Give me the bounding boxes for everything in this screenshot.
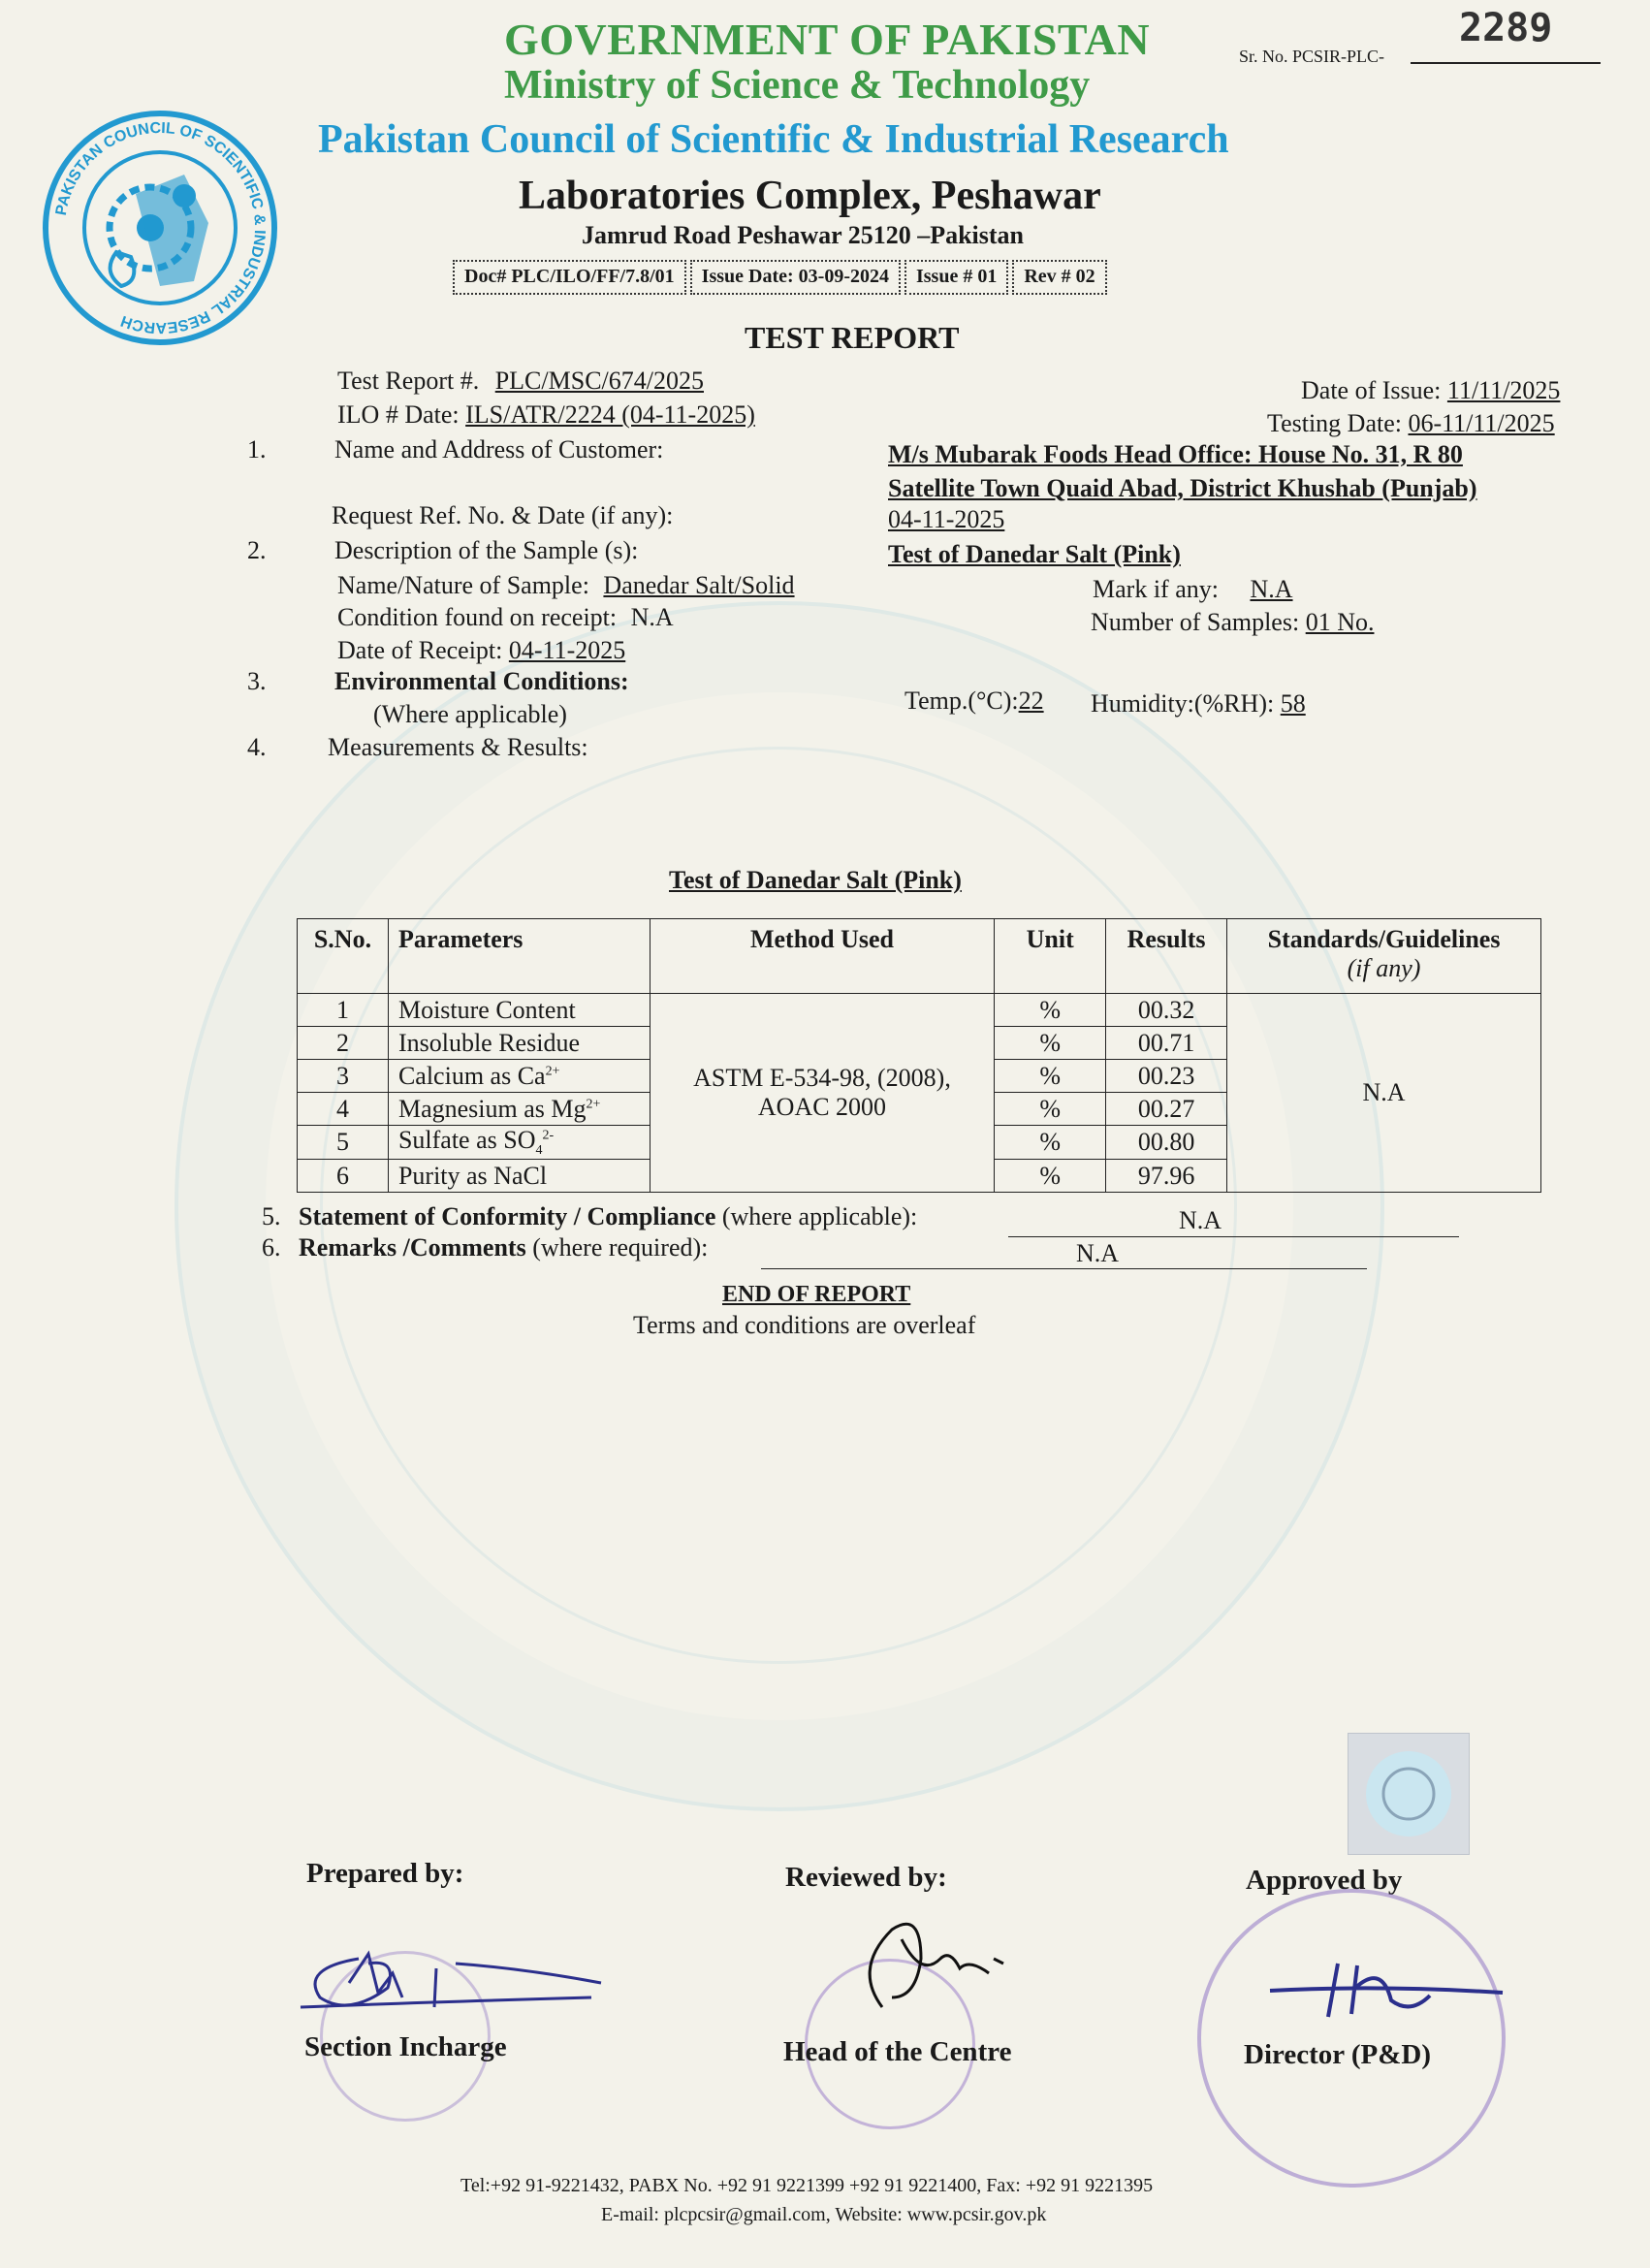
report-number-label: Test Report #. [337, 367, 480, 395]
rev-number: Rev # 02 [1012, 260, 1106, 295]
row-unit: % [995, 1126, 1106, 1160]
row-unit: % [995, 1093, 1106, 1126]
report-title: TEST REPORT [745, 320, 960, 355]
row-unit: % [995, 1060, 1106, 1093]
row-parameter [388, 1160, 650, 1193]
customer-line-2: Satellite Town Quaid Abad, District Khushab (Punjab) [888, 474, 1477, 502]
customer-label: Name and Address of Customer: [334, 435, 664, 463]
parameter-name: Insoluble Residue [397, 1028, 580, 1057]
testing-date-field [1267, 409, 1555, 438]
row-unit: % [995, 994, 1106, 1027]
standards-cell: N.A [1227, 994, 1541, 1193]
results-table-body [298, 994, 1541, 1193]
document-control-box [453, 260, 1111, 295]
testing-date-label: Testing Date: [1267, 409, 1402, 437]
temperature-field [904, 687, 1044, 716]
humidity-label: Humidity:(%RH): [1091, 689, 1275, 718]
report-number-field [337, 367, 704, 396]
item-4-number: 4. [247, 733, 267, 761]
parameter-superscript: 2+ [545, 1063, 560, 1078]
remarks-suffix: (where required): [532, 1233, 709, 1262]
serial-line [1411, 62, 1601, 64]
header-method: Method Used [650, 919, 995, 994]
item-3-number: 3. [247, 667, 267, 695]
ilo-label: ILO # Date: [337, 400, 460, 429]
ilo-field [337, 400, 755, 430]
serial-number: 2289 [1459, 6, 1553, 50]
row-parameter [388, 1060, 650, 1093]
conformity-label: Statement of Conformity / Compliance [299, 1202, 716, 1230]
header-unit: Unit [995, 919, 1106, 994]
description-value: Test of Danedar Salt (Pink) [888, 540, 1181, 568]
mark-value: N.A [1250, 575, 1293, 603]
issue-date: Issue Date: 03-09-2024 [690, 260, 901, 295]
results-table [297, 918, 1541, 1193]
council-heading: Pakistan Council of Scientific & Industrial Research [318, 117, 1229, 162]
header-parameters: Parameters [388, 919, 650, 994]
report-number-value: PLC/MSC/674/2025 [494, 367, 704, 395]
conformity-suffix: (where applicable): [721, 1202, 918, 1230]
conformity-field [299, 1202, 917, 1231]
row-result: 00.80 [1106, 1126, 1227, 1160]
header-standards-sub: (if any) [1347, 954, 1421, 982]
method-line-2: AOAC 2000 [757, 1093, 887, 1122]
description-label: Description of the Sample (s): [334, 536, 639, 564]
section-incharge-title: Section Incharge [304, 2031, 507, 2062]
date-issue-field [1301, 376, 1560, 405]
table-header-row [298, 919, 1541, 994]
customer-line-1: M/s Mubarak Foods Head Office: House No. 31, R 80 [888, 440, 1463, 468]
parameter-name: Magnesium as Mg [397, 1094, 587, 1123]
env-sub: (Where applicable) [373, 700, 567, 728]
header-results: Results [1106, 919, 1227, 994]
svg-text:PAKISTAN COUNCIL OF SCIENTIFIC: PAKISTAN COUNCIL OF SCIENTIFIC & INDUSTRIAL RESEARCH [52, 119, 269, 336]
head-of-centre-title: Head of the Centre [783, 2036, 1012, 2067]
header-standards [1227, 919, 1541, 994]
section-incharge-signature [291, 1939, 611, 2031]
parameter-name: Calcium as Ca [397, 1061, 546, 1090]
parameter-superscript: 2+ [586, 1096, 601, 1111]
ministry-heading: Ministry of Science & Technology [504, 63, 1091, 108]
sample-name-label: Name/Nature of Sample: [337, 571, 589, 599]
approved-by-label: Approved by [1246, 1865, 1403, 1896]
contact-phone: Tel:+92 91-9221432, PABX No. +92 91 9221399 +92 91 9221400, Fax: +92 91 9221395 [460, 2175, 1154, 2196]
condition-label: Condition found on receipt: [337, 603, 618, 631]
reviewed-by-label: Reviewed by: [785, 1862, 947, 1893]
method-cell [650, 994, 995, 1193]
date-issue-value: 11/11/2025 [1446, 376, 1561, 404]
num-samples-field [1091, 608, 1374, 637]
remarks-field [299, 1233, 708, 1262]
lab-heading: Laboratories Complex, Peshawar [519, 174, 1101, 218]
row-result: 97.96 [1106, 1160, 1227, 1193]
num-samples-label: Number of Samples: [1091, 608, 1300, 636]
request-value: 04-11-2025 [888, 505, 1005, 533]
row-sno: 5 [298, 1126, 389, 1160]
sample-name-value: Danedar Salt/Solid [603, 571, 795, 599]
director-signature [1260, 1954, 1512, 2022]
humidity-value: 58 [1280, 689, 1306, 718]
humidity-field [1091, 689, 1306, 719]
row-unit: % [995, 1160, 1106, 1193]
parameter-name: Sulfate as SO [397, 1126, 536, 1154]
row-result: 00.27 [1106, 1093, 1227, 1126]
table-caption: Test of Danedar Salt (Pink) [669, 866, 962, 894]
row-unit: % [995, 1027, 1106, 1060]
doc-number: Doc# PLC/ILO/FF/7.8/01 [453, 260, 686, 295]
conformity-line [1008, 1236, 1459, 1237]
header-sno: S.No. [298, 919, 389, 994]
contact-email: E-mail: plcpcsir@gmail.com, Website: www.pcsir.gov.pk [601, 2204, 1047, 2225]
item-5-number: 5. [262, 1202, 281, 1230]
remarks-value: N.A [1076, 1239, 1120, 1267]
date-issue-label: Date of Issue: [1301, 376, 1442, 404]
pcsir-logo [39, 107, 281, 354]
testing-date-value: 06-11/11/2025 [1408, 409, 1555, 437]
gov-heading: GOVERNMENT OF PAKISTAN [504, 15, 1151, 64]
sample-name-field [337, 571, 795, 600]
director-title: Director (P&D) [1244, 2039, 1431, 2070]
row-result: 00.32 [1106, 994, 1227, 1027]
item-2-number: 2. [247, 536, 267, 564]
terms-note: Terms and conditions are overleaf [633, 1311, 976, 1339]
end-of-report: END OF REPORT [722, 1282, 911, 1307]
conformity-value: N.A [1179, 1206, 1222, 1234]
hologram-sticker [1348, 1733, 1470, 1855]
row-sno: 2 [298, 1027, 389, 1060]
header-standards-label: Standards/Guidelines [1267, 925, 1501, 953]
lab-address: Jamrud Road Peshawar 25120 –Pakistan [582, 221, 1025, 249]
condition-field [337, 603, 674, 632]
row-parameter [388, 1126, 650, 1160]
ilo-value: ILS/ATR/2224 (04-11-2025) [465, 400, 755, 429]
mark-label: Mark if any: [1093, 575, 1219, 603]
temperature-label: Temp.(°C): [904, 687, 1019, 715]
mark-field [1093, 575, 1311, 604]
measurements-label: Measurements & Results: [328, 733, 588, 761]
serial-label: Sr. No. PCSIR-PLC- [1239, 47, 1385, 66]
receipt-value: 04-11-2025 [508, 636, 626, 664]
condition-value: N.A [630, 603, 674, 631]
issue-number: Issue # 01 [904, 260, 1008, 295]
receipt-label: Date of Receipt: [337, 636, 503, 664]
method-line-1: ASTM E-534-98, (2008), [693, 1064, 951, 1093]
head-of-centre-signature [843, 1901, 1018, 2027]
item-6-number: 6. [262, 1233, 281, 1262]
parameter-name: Moisture Content [397, 995, 576, 1024]
request-label: Request Ref. No. & Date (if any): [332, 501, 674, 529]
remarks-line [761, 1268, 1367, 1269]
item-1-number: 1. [247, 435, 267, 463]
temperature-value: 22 [1018, 687, 1044, 715]
row-sno: 4 [298, 1093, 389, 1126]
env-label: Environmental Conditions: [334, 667, 629, 695]
row-result: 00.23 [1106, 1060, 1227, 1093]
receipt-field [337, 636, 625, 665]
num-samples-value: 01 No. [1305, 608, 1375, 636]
director-stamp [1197, 1889, 1506, 2188]
row-sno: 1 [298, 994, 389, 1027]
row-parameter [388, 1027, 650, 1060]
prepared-by-label: Prepared by: [306, 1858, 464, 1889]
parameter-name: Purity as NaCl [397, 1161, 548, 1190]
remarks-label: Remarks /Comments [299, 1233, 526, 1262]
row-result: 00.71 [1106, 1027, 1227, 1060]
parameter-subscript: 4 [535, 1143, 543, 1159]
parameter-superscript: 2- [542, 1128, 555, 1143]
table-row [298, 994, 1541, 1027]
row-sno: 3 [298, 1060, 389, 1093]
row-parameter [388, 994, 650, 1027]
row-sno: 6 [298, 1160, 389, 1193]
row-parameter [388, 1093, 650, 1126]
